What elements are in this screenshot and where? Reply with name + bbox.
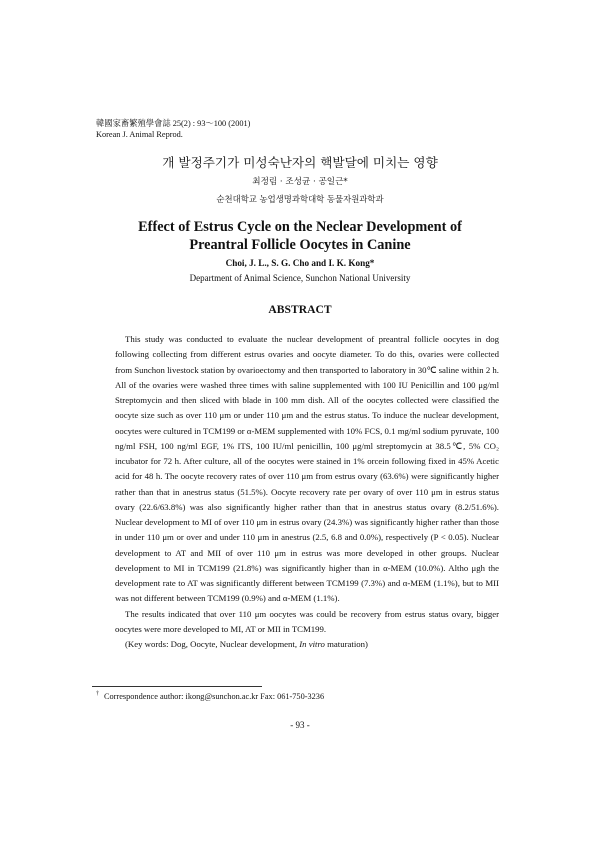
page-number: - 93 -: [290, 720, 310, 730]
journal-citation-english: Korean J. Animal Reprod.: [96, 130, 183, 139]
english-affiliation: Department of Animal Science, Sunchon National University: [189, 273, 411, 283]
keywords-italic: In vitro: [299, 639, 325, 649]
abstract-heading: ABSTRACT: [268, 303, 332, 316]
keywords-suffix: maturation): [324, 639, 368, 649]
abstract-body: [115, 332, 499, 652]
footnote-marker: †: [96, 691, 99, 697]
journal-citation: [96, 118, 250, 140]
keywords: [115, 637, 499, 652]
english-title-line1: Effect of Estrus Cycle on the Neclear Development of: [138, 219, 462, 235]
english-authors: Choi, J. L., S. G. Cho and I. K. Kong*: [225, 258, 375, 268]
footnote-text: Correspondence author: ikong@sunchon.ac.kr Fax: 061-750-3236: [104, 691, 325, 701]
abstract-paragraph-2: The results indicated that over 110 μm oocytes was could be recovery from estrus status ovary, bigger oocytes were more developed to MI, AT or MII in TCM199.: [115, 608, 499, 634]
korean-affiliation: 순천대학교 농업생명과학대학 동물자원과학과: [216, 194, 384, 204]
footnote-divider: [92, 686, 262, 687]
english-title-line2: Preantral Follicle Oocytes in Canine: [189, 237, 411, 253]
journal-citation-korean: 韓國家畜繁殖學會誌 25(2) : 93～100 (2001): [96, 119, 251, 128]
korean-authors: 최정림 · 조성균 · 공일근*: [252, 177, 348, 187]
english-title: [0, 218, 600, 254]
footnote: [96, 691, 324, 701]
abstract-paragraph-1: This study was conducted to evaluate the nuclear development of preantral follicle oocytes in dog following collecting from different estrus ovaries and oocyte diameter. To do this, ovaries were collected from Sunchon livestock station by ovarioectomy and then transported to laboratory in 30℃ saline within 2 h. All of the ovaries were washed three times with saline supplemented with 100 IU Penicillin and 100 μg/ml Streptomycin and then sliced with blade in 100 mm dish. All of the oocytes collected were classified the oocyte size such as over 110 μm or under 110 μm and the estrus status. To induce the nuclear development, oocytes were cultured in TCM199 or α-MEM supplemented with 10% FCS, 0.1 mg/ml sodium pyruvate, 100 ng/ml FSH, 100 ng/ml EGF, 1% ITS, 100 IU/ml penicillin, 100 μg/ml streptomycin at 38.5℃, 5% CO₂ incubator for 72 h. After culture, all of the oocytes were stained in 1% orcein following fixed in 45% Acetic acid for 48 h. The oocyte recovery rates of over 110 μm from estrus ovary (63.6%) were significantly higher rather than that in anestrus status (51.5%). Oocyte recovery rate per ovary of over 110 μm in estrus status ovary (22.6/63.8%) was also significantly higher rather than that in anestrus status ovary (8.2/51.6%). Nuclear development to MI of over 110 μm in estrus ovary (24.3%) was significantly higher rather than those in under 110 μm or over and under 110 μm in anestrus (2.5, 6.8 and 0.0%), respectively (P < 0.05). Nuclear development to AT and MII of over 110 μm in estrus was more developed in other groups. Nuclear development to MI in TCM199 (21.8%) was significantly higher than in α-MEM (10.0%). Altho μgh the development rate to AT was significantly different between TCM199 (7.3%) and α-MEM (1.1%), but to MII was not different between TCM199 (0.9%) and α-MEM (1.1%).: [115, 334, 499, 604]
keywords-prefix: (Key words: Dog, Oocyte, Nuclear development,: [125, 639, 300, 649]
korean-title: 개 발정주기가 미성숙난자의 핵발달에 미치는 영향: [162, 155, 438, 170]
